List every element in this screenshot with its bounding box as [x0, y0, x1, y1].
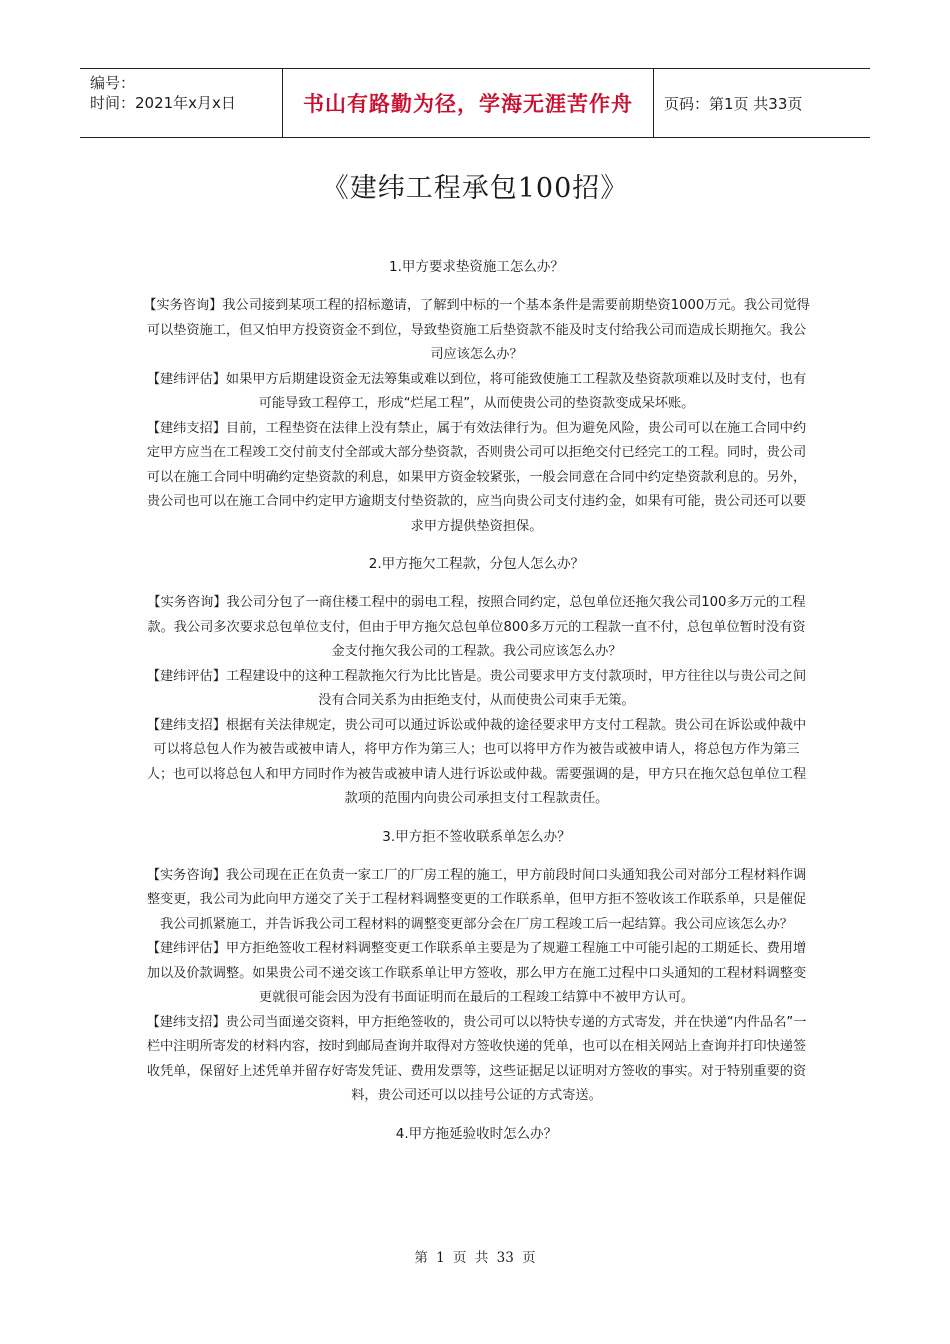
- page-footer: 第 1 页 共 33 页: [414, 1250, 536, 1266]
- page-header: [80, 68, 870, 138]
- section-3-consult-paragraph: 【实务咨询】我公司现在正在负责一家工厂的厂房工程的施工，甲方前段时间口头通知我公司对部分工程材料作调整变更，我公司为此向甲方递交了关于工程材料调整变更的工作联系单，但甲方拒不签收该工作联系单，只是催促我公司抓紧施工，并告诉我公司工程材料的调整变更部分会在厂房工程竣工后一起结算。我公司应该怎么办？: [146, 867, 807, 932]
- section-1-consult-paragraph: 【实务咨询】我公司接到某项工程的招标邀请，了解到中标的一个基本条件是需要前期垫资1000万元。我公司觉得可以垫资施工，但又怕甲方投资资金不到位，导致垫资施工后垫资款不能及时支付给我公司而造成长期拖欠。我公司应该怎么办？: [143, 298, 810, 362]
- section-question-2: 2.甲方拖欠工程款，分包人怎么办？: [368, 556, 585, 572]
- section-question-4: 4.甲方拖延验收时怎么办？: [395, 1125, 558, 1142]
- header-meta: [80, 69, 282, 137]
- header-motto: 书山有路勤为径，学海无涯苦作舟: [282, 69, 654, 137]
- section-2-advice-paragraph: 【建纬支招】根据有关法律规定，贵公司可以通过诉讼或仲裁的途径要求甲方支付工程款。贵公司在诉讼或仲裁中可以将总包人作为被告或被申请人，将甲方作为第三人；也可以将甲方作为被告或被申请人，将总包方作为第三人；也可以将总包人和甲方同时作为被告或被申请人进行诉讼或仲裁。需要强调的是，甲方只在拖欠总包单位工程款项的范围内向贵公司承担支付工程款责任。: [146, 717, 807, 806]
- section-1-advice-paragraph: 【建纬支招】目前，工程垫资在法律上没有禁止，属于有效法律行为。但为避免风险，贵公司可以在施工合同中约定甲方应当在工程竣工交付前支付全部或大部分垫资款，否则贵公司可以拒绝交付已经完工的工程。同时，贵公司可以在施工合同中明确约定垫资款的利息，如果甲方资金较紧张，一般会同意在合同中约定垫资款利息的。另外，贵公司也可以在施工合同中约定甲方逾期支付垫资款的，应当向贵公司支付违约金，如果有可能，贵公司还可以要求甲方提供垫资担保。: [146, 420, 807, 534]
- section-2-consult-paragraph: 【实务咨询】我公司分包了一商住楼工程中的弱电工程，按照合同约定，总包单位还拖欠我公司100多万元的工程款。我公司多次要求总包单位支付，但由于甲方拖欠总包单位800多万元的工程款一直不付，总包单位暂时没有资金支付拖欠我公司的工程款。我公司应该怎么办？: [147, 595, 806, 659]
- document-title: 《建纬工程承包100招》: [321, 173, 629, 204]
- document-number-label: 编号：: [90, 74, 136, 92]
- section-question-1: 1.甲方要求垫资施工怎么办？: [389, 259, 564, 275]
- section-2-assessment-paragraph: 【建纬评估】工程建设中的这种工程款拖欠行为比比皆是。贵公司要求甲方支付款项时，甲方往往以与贵公司之间没有合同关系为由拒绝支付，从而使贵公司束手无策。: [146, 668, 807, 708]
- section-1-assessment-paragraph: 【建纬评估】如果甲方后期建设资金无法筹集或难以到位，将可能致使施工工程款及垫资款项难以及时支付，也有可能导致工程停工，形成“烂尾工程”，从而使贵公司的垫资款变成呆坏账。: [146, 371, 807, 411]
- document-time-label: 时间：2021年x月x日: [90, 94, 236, 112]
- header-page-info: 页码：第1页 共33页: [664, 94, 803, 113]
- section-3-advice-paragraph: 【建纬支招】贵公司当面递交资料，甲方拒绝签收的，贵公司可以以特快专递的方式寄发，并在快递“内件品名”一栏中注明所寄发的材料内容，按时到邮局查询并取得对方签收快递的凭单，也可以在相关网站上查询并打印快递签收凭单，保留好上述凭单并留存好寄发凭证、费用发票等，这些证据足以证明对方签收的事实。对于特别重要的资料，贵公司还可以以挂号公证的方式寄送。: [146, 1014, 807, 1103]
- section-3-assessment-paragraph: 【建纬评估】甲方拒绝签收工程材料调整变更工作联系单主要是为了规避工程施工中可能引起的工期延长、费用增加以及价款调整。如果贵公司不递交该工作联系单让甲方签收，那么甲方在施工过程中口头通知的工程材料调整变更就很可能会因为没有书面证明而在最后的工程竣工结算中不被甲方认可。: [146, 941, 807, 1005]
- section-question-3: 3.甲方拒不签收联系单怎么办？: [382, 828, 571, 845]
- document-body: [143, 256, 810, 1145]
